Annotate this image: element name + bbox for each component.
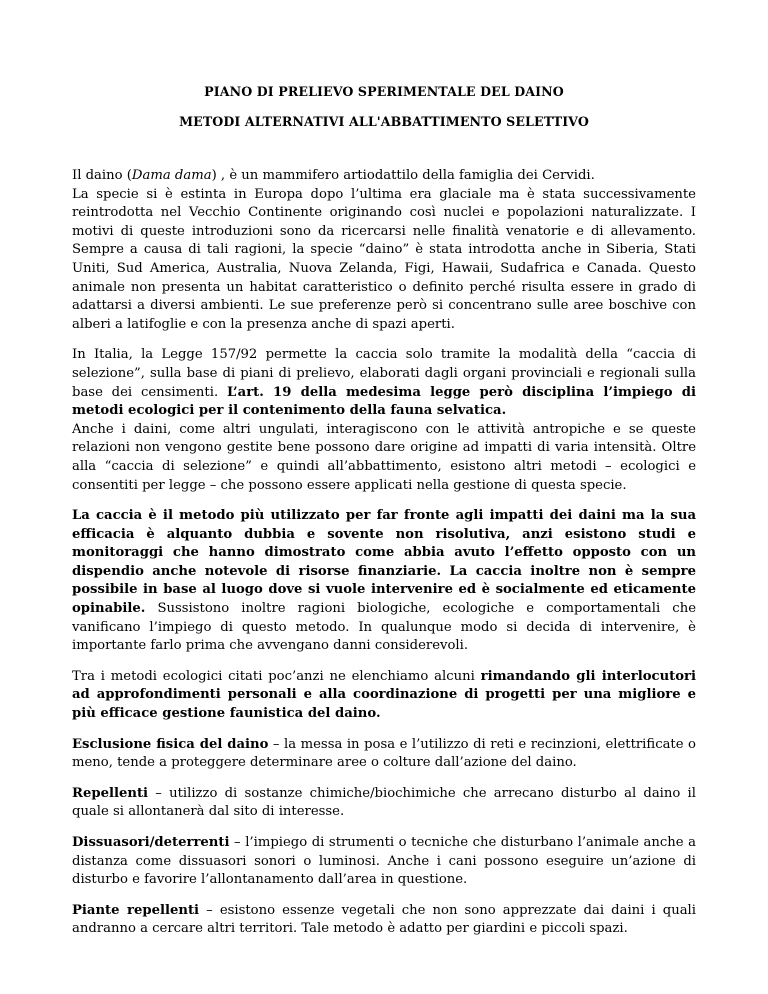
intro-text-history: La specie si è estinta in Europa dopo l’ultima era glaciale ma è stata successivamente reintrodotta nel Vecchio Continente originando così nuclei e popolazioni naturalizzate. I motivi di queste introduzioni sono da ricercarsi nelle finalità venatorie e di allevamento. Sempre a causa di tali ragioni, la specie “daino” è stata introdotta anche in Siberia, Stati Uniti, Sud America, Australia, Nuova Zelanda, Figi, Hawaii, Sudafrica e Canada. Questo animale non presenta un habitat caratteristico o definito perché risulta essere in grado di adattarsi a diversi ambienti. Le sue preferenze però si concentrano sulle aree boschive con alberi a latifoglie e con la presenza anche di spazi aperti. (72, 186, 696, 332)
intro-text-cont: ) , è un mammifero artiodattilo della famiglia dei Cervidi. (211, 168, 595, 183)
method-description: – esistono essenze vegetali che non sono apprezzate dai daini i quali andranno a cercare altri territori. Tale metodo è adatto per giardini e piccoli spazi. (72, 902, 696, 937)
paragraph-methods-intro (72, 668, 696, 724)
paragraph-ungulates (72, 421, 696, 495)
method-description: – utilizzo di sostanze chimiche/biochimiche che arrecano disturbo al daino il quale si allontanerà dal sito di interesse. (72, 785, 696, 820)
paragraph-hunting (72, 507, 696, 656)
method-repellents (72, 785, 696, 822)
document-subtitle: METODI ALTERNATIVI ALL'ABBATTIMENTO SELETTIVO (179, 114, 589, 129)
paragraph-law (72, 346, 696, 420)
intro-text: Il daino ( (72, 168, 132, 183)
method-term: Dissuasori/deterrenti (72, 835, 230, 850)
hunting-text: Sussistono inoltre ragioni biologiche, ecologiche e comportamentali che vanificano l’impiego di questo metodo. In qualunque modo si decida di intervenire, è importante farlo prima che avvengano danni considerevoli. (72, 601, 696, 654)
method-term: Repellenti (72, 785, 149, 801)
method-term: Esclusione fisica del daino (72, 736, 269, 752)
hunting-highlight: La caccia è il metodo più utilizzato per far fronte agli impatti dei daini ma la sua efficacia è alquanto dubbia e sovente non risolutiva, anzi esistono studi e monitoraggi che hanno dimostrato come abbia avuto l’effetto opposto con un dispendio anche notevole di risorse finanziarie. La caccia inoltre non è sempre possibile in base al luogo dove si vuole intervenire ed è socialmente ed eticamente opinabile. (72, 508, 696, 617)
law-text: In Italia, la Legge 157/92 permette la caccia solo tramite la modalità della “caccia di selezione”, sulla base di piani di prelievo, elaborati dagli organi provinciali e regionali sulla base dei censimenti. (72, 347, 696, 400)
paragraph-intro (72, 167, 696, 334)
methods-intro-text: Tra i metodi ecologici citati poc’anzi ne elenchiamo alcuni (72, 668, 481, 684)
law-highlight: L’art. 19 della medesima legge però disciplina l’impiego di metodi ecologici per il contenimento della fauna selvatica. (72, 384, 696, 419)
method-term: Piante repellenti (72, 902, 200, 918)
species-name: Dama dama (131, 168, 212, 183)
method-repellent-plants (72, 902, 696, 939)
method-deterrents (72, 834, 696, 890)
document-title: PIANO DI PRELIEVO SPERIMENTALE DEL DAINO (204, 84, 564, 99)
ungulates-text: Anche i daini, come altri ungulati, interagiscono con le attività antropiche e se queste relazioni non vengono gestite bene possono dare origine ad impatti di varia intensità. Oltre alla “caccia di selezione” e quindi all’abbattimento, esistono altri metodi – ecologici e consentiti per legge – che possono essere applicati nella gestione di questa specie. (72, 421, 696, 493)
method-description: – l’impiego di strumenti o tecniche che disturbano l’animale anche a distanza come dissuasori sonori o luminosi. Anche i cani possono eseguire un’azione di disturbo e favorire l’allontanamento dall’area in questione. (72, 835, 696, 888)
method-physical-exclusion (72, 736, 696, 773)
methods-intro-highlight: rimandando gli interlocutori ad approfondimenti personali e alla coordinazione di progetti per una migliore e più efficace gestione faunistica del daino. (72, 668, 696, 722)
document-body (72, 167, 696, 951)
method-description: – la messa in posa e l’utilizzo di reti e recinzioni, elettrificate o meno, tende a proteggere determinare aree o colture dall’azione del daino. (72, 736, 696, 771)
